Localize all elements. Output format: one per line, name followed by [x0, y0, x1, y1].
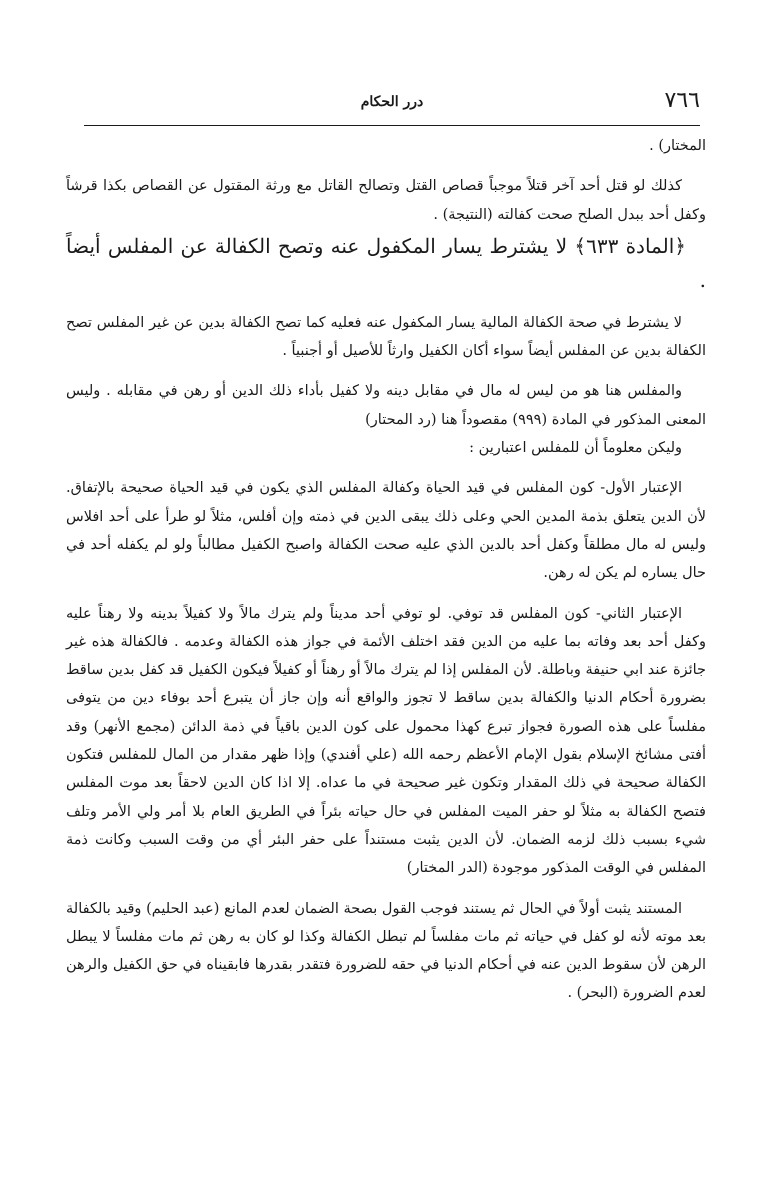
paragraph-explanation: لا يشترط في صحة الكفالة المالية يسار المكفول عنه فعليه كما تصح الكفالة بدين عن غير المفلس تصح الكفالة بدين عن المفلس أيضاً سواء أكان الكفيل وارثاً للأصيل أو أجنبياً .	[66, 314, 706, 360]
header-rule	[84, 125, 700, 126]
paragraph-conclusion: المستند يثبت أولاً في الحال ثم يستند فوجب القول بصحة الضمان لعدم المانع (عبد الحليم) وقيد بالكفالة بعد موته لأنه لو كفل في حياته ثم مات مفلساً لم تبطل الكفالة وكذا لو كان به رهن ثم مات مفلساً لا يبطل الرهن لأن سقوط الدين عنه في أحكام الدنيا في حقه للضرورة فتقدر بقدرها فابقيناه في حق الكفيل والرهن لعدم الضرورة (البحر) .	[66, 900, 706, 1002]
paragraph-example: كذلك لو قتل أحد آخر قتلاً موجباً قصاص القتل وتصالح القاتل مع ورثة المقتول عن القصاص بكذا قرشاً وكفل أحد ببدل الصلح صحت كفالته (النتيجة) .	[66, 178, 706, 223]
article-heading: ﴿المادة ٦٣٣﴾ لا يشترط يسار المكفول عنه وتصح الكفالة عن المفلس أيضاً .	[66, 233, 706, 292]
page-number: ٧٦٦	[664, 88, 700, 113]
paragraph-first-consideration: الإعتبار الأول- كون المفلس في قيد الحياة وكفالة المفلس الذي يكون في قيد الحياة صحيحة بالإتفاق. لأن الدين يتعلق بذمة المدين الحي وعلى ذلك يبقى الدين في ذمته وإن أفلس، مثلاً لو طرأ على أحد افلاس وليس له مال مطلقاً وكفل أحد بالدين الذي عليه صحت الكفالة واصبح الكفيل مطالباً ولو لم يكفله أحد في حال يساره لم يكن له رهن.	[66, 480, 706, 582]
page-header	[84, 88, 700, 124]
paragraph-continuation: المختار) .	[649, 138, 706, 154]
paragraph-intro: وليكن معلوماً أن للمفلس اعتبارين :	[469, 440, 682, 457]
paragraph-second-consideration: الإعتبار الثاني- كون المفلس قد توفي. لو توفي أحد مديناً ولم يترك مالاً ولا كفيلاً بدينه ولا رهناً عليه وكفل أحد بعد وفاته بما عليه من الدين فقد اختلف الأئمة في جواز هذه الكفالة وعدمه . فالكفالة هذه غير جائزة عند ابي حنيفة وباطلة. لأن المفلس إذا لم يترك مالاً أو رهناً أو كفيلاً فيكون الكفيل قد كفل بدين ساقط بضرورة أحكام الدنيا والكفالة بدين ساقط لا تجوز والواقع أنه وإن جاز أن يتبرع أحد بوفاء دين من يتوفى مفلساً على هذه الصورة فجواز تبرع كهذا محمول على كون الدين باقياً في ذمة الدائن (مجمع الأنهر) وقد أفتى مشائخ الإسلام بقول الإمام الأعظم رحمه الله (علي أفندي) وإذا ظهر مقدار من المال للمفلس فتكون الكفالة صحيحة في ذلك المقدار وتكون غير صحيحة في ما عداه. إلا اذا كان الدين لاحقاً بعد موت المفلس فتصح الكفالة به مثلاً لو حفر الميت المفلس في حال حياته بئراً في الطريق العام بلا أمر ولي الأمر وتلف شيء بسبب ذلك لزمه الضمان. لأن الدين يثبت مستنداً على حفر البئر أي من وقت السبب وكانت ذمة المفلس في الوقت المذكور موجودة (الدر المختار)	[66, 605, 706, 877]
paragraph-definition: والمفلس هنا هو من ليس له مال في مقابل دينه ولا كفيل بأداء ذلك الدين أو رهن في مقابله . وليس المعنى المذكور في المادة (٩٩٩) مقصوداً هنا (رد المحتار)	[66, 383, 706, 428]
page-body	[66, 132, 706, 1008]
running-title: درر الحكام	[360, 94, 424, 110]
